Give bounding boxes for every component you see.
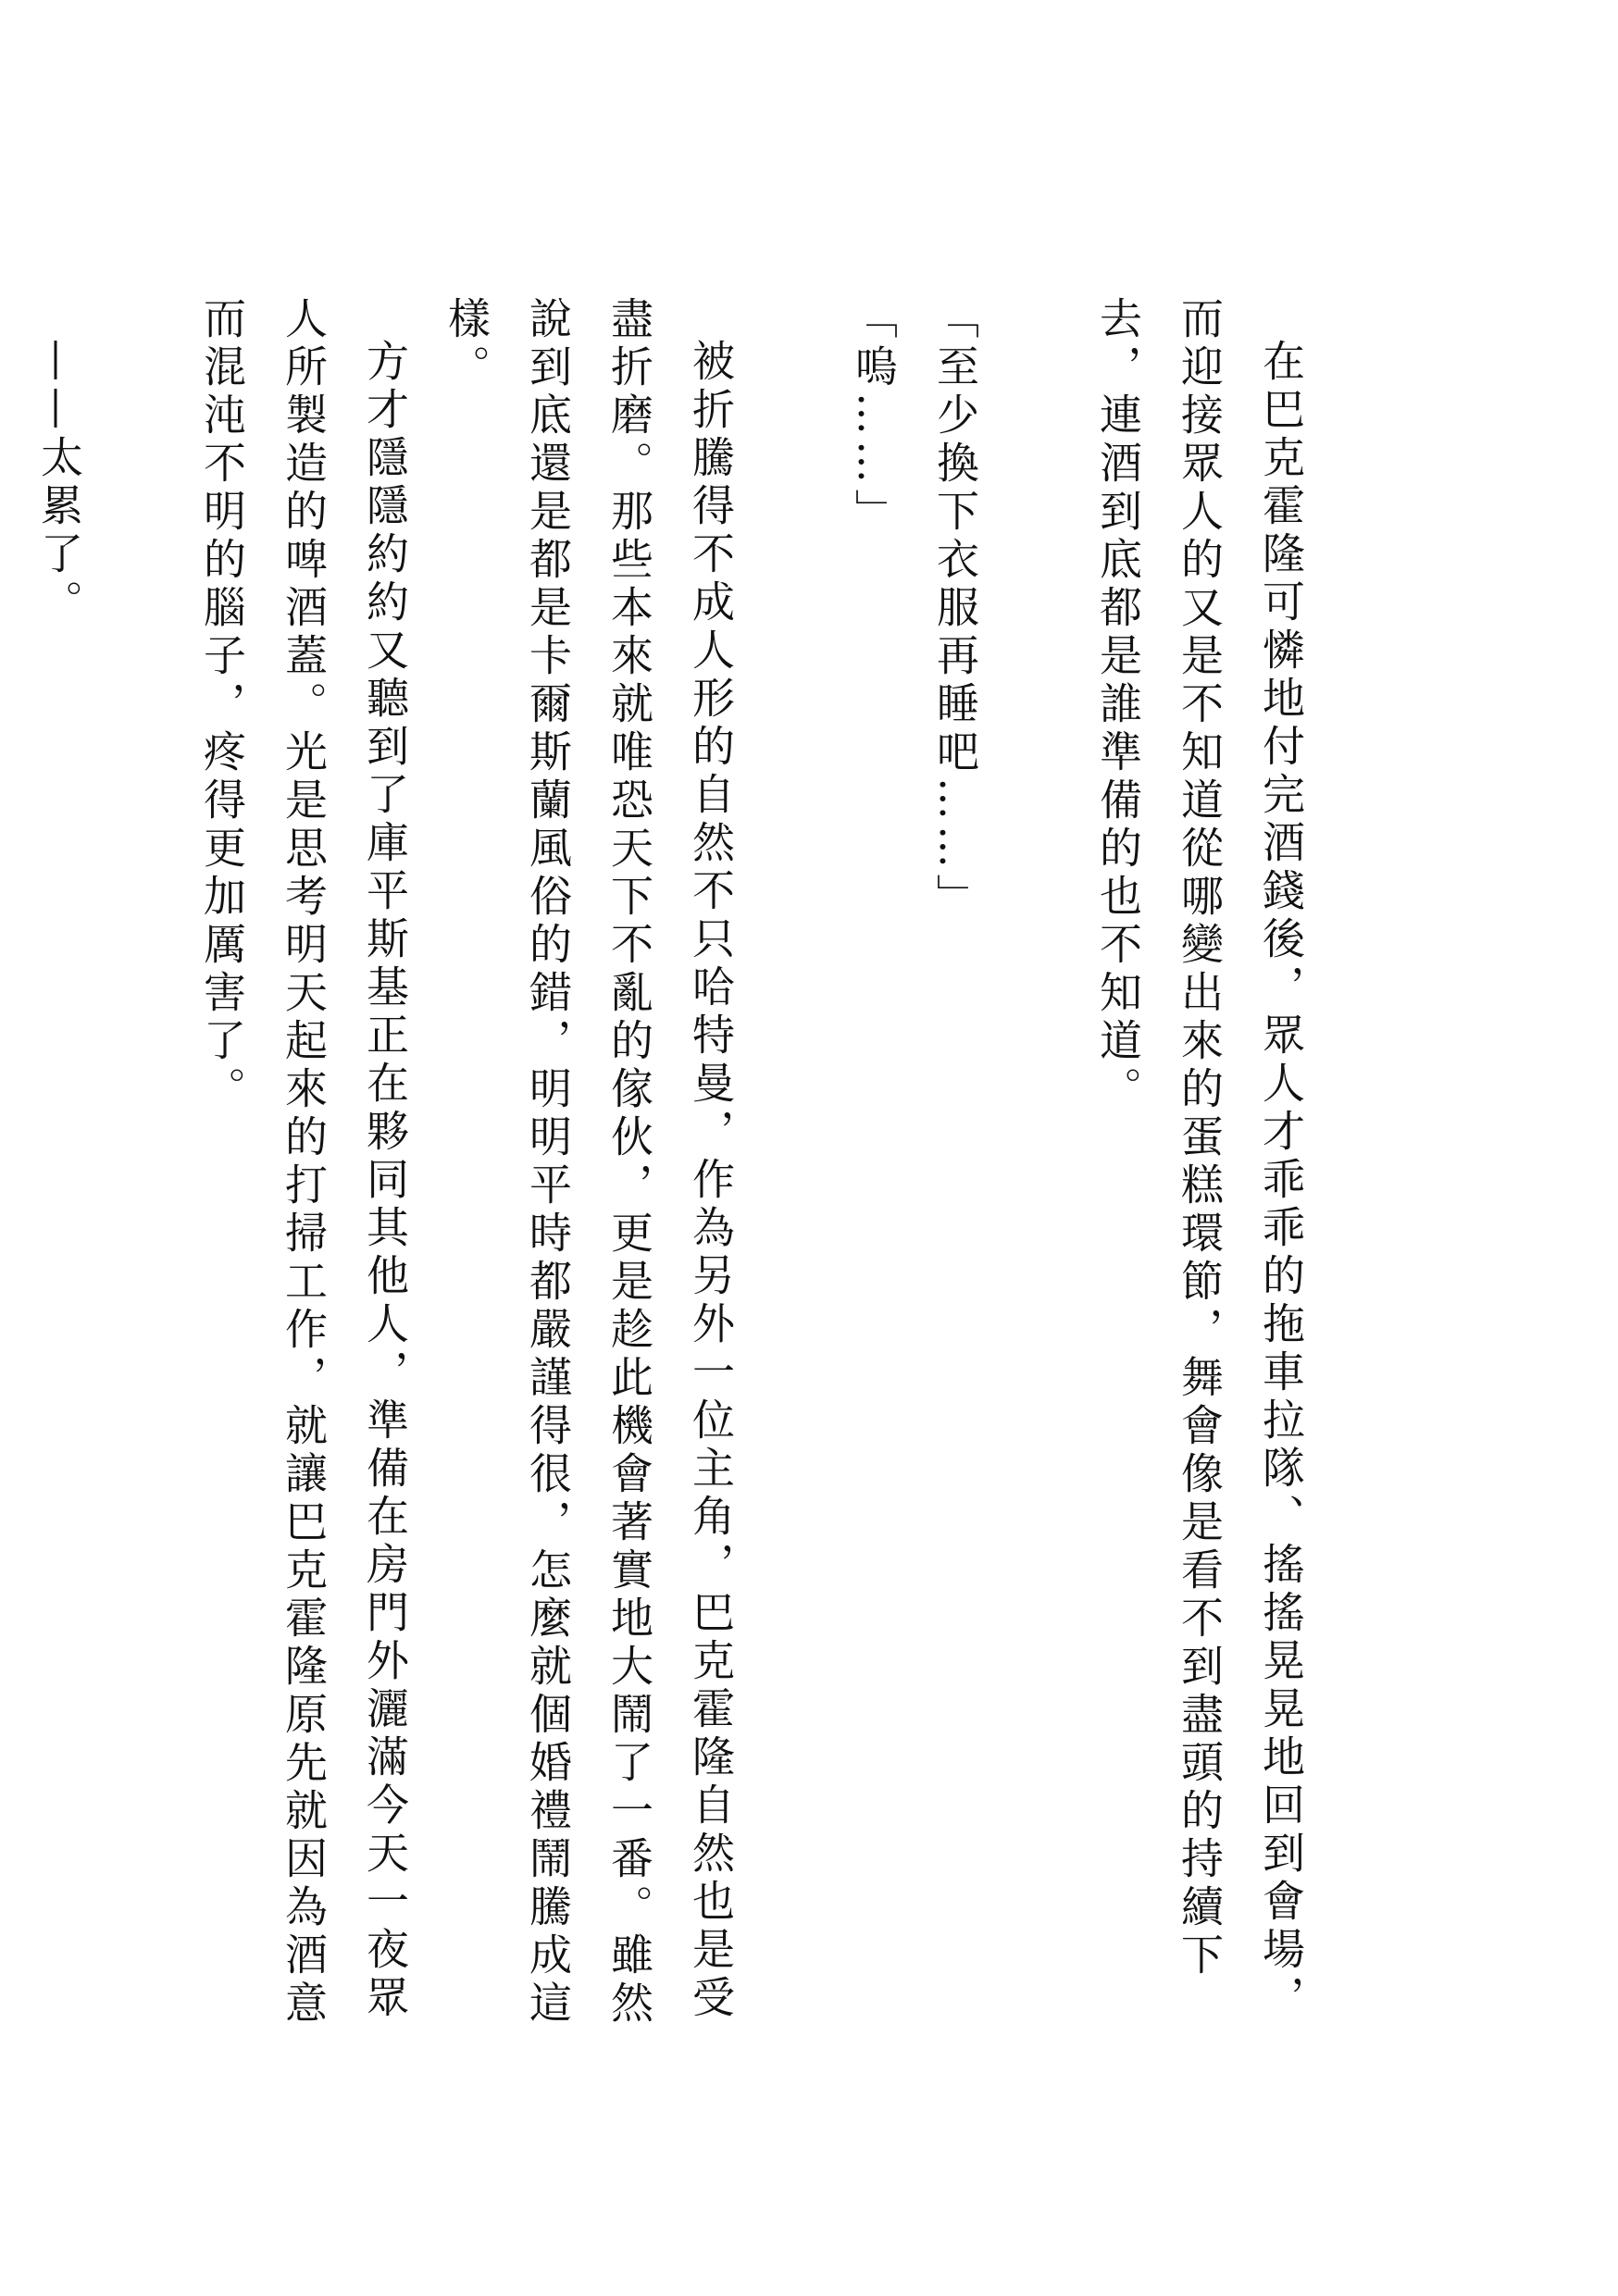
- blank-line: [100, 296, 181, 2054]
- blank-line: [996, 296, 1077, 2054]
- paragraph-4: ——太累了。: [34, 339, 84, 627]
- vertical-text-body: [19, 296, 1322, 2054]
- dialogue-1: 「至少換下衣服再睡吧……」: [930, 296, 980, 922]
- paragraph-2: 被折騰得不成人形的自然不只哈特曼，作為另外一位主角，巴克霍隆自然也是受盡折磨。那些本來就唯恐天下不亂的傢伙，更是趁此機會著實地大鬧了一番。雖然說到底還是都是卡爾斯蘭風俗的錯，明明平時都嚴謹得很，怎麼就個婚禮鬧騰成這樣。: [442, 296, 736, 2029]
- blank-line: [752, 296, 833, 2054]
- paragraph-1: 在巴克霍隆可憐地付完酒錢後，眾人才乖乖的拖車拉隊、搖搖晃晃地回到會場，而迎接眾人的又是不知道從哪變出來的蛋糕環節，舞會像是看不到盡頭的持續下去，連酒到底都是誰準備的也不知道。: [1093, 296, 1306, 2023]
- dialogue-2: 「嗚……」: [849, 296, 899, 537]
- paragraph-3: 方才隱隱約約又聽到了庫平斯基正在夥同其他人，準備在房門外灑滿今天一夜眾人所製造的啤酒蓋。光是思考明天起來的打掃工作，就讓巴克霍隆原先就因為酒意而混沌不明的腦子，疼得更加厲害了。: [197, 296, 410, 2029]
